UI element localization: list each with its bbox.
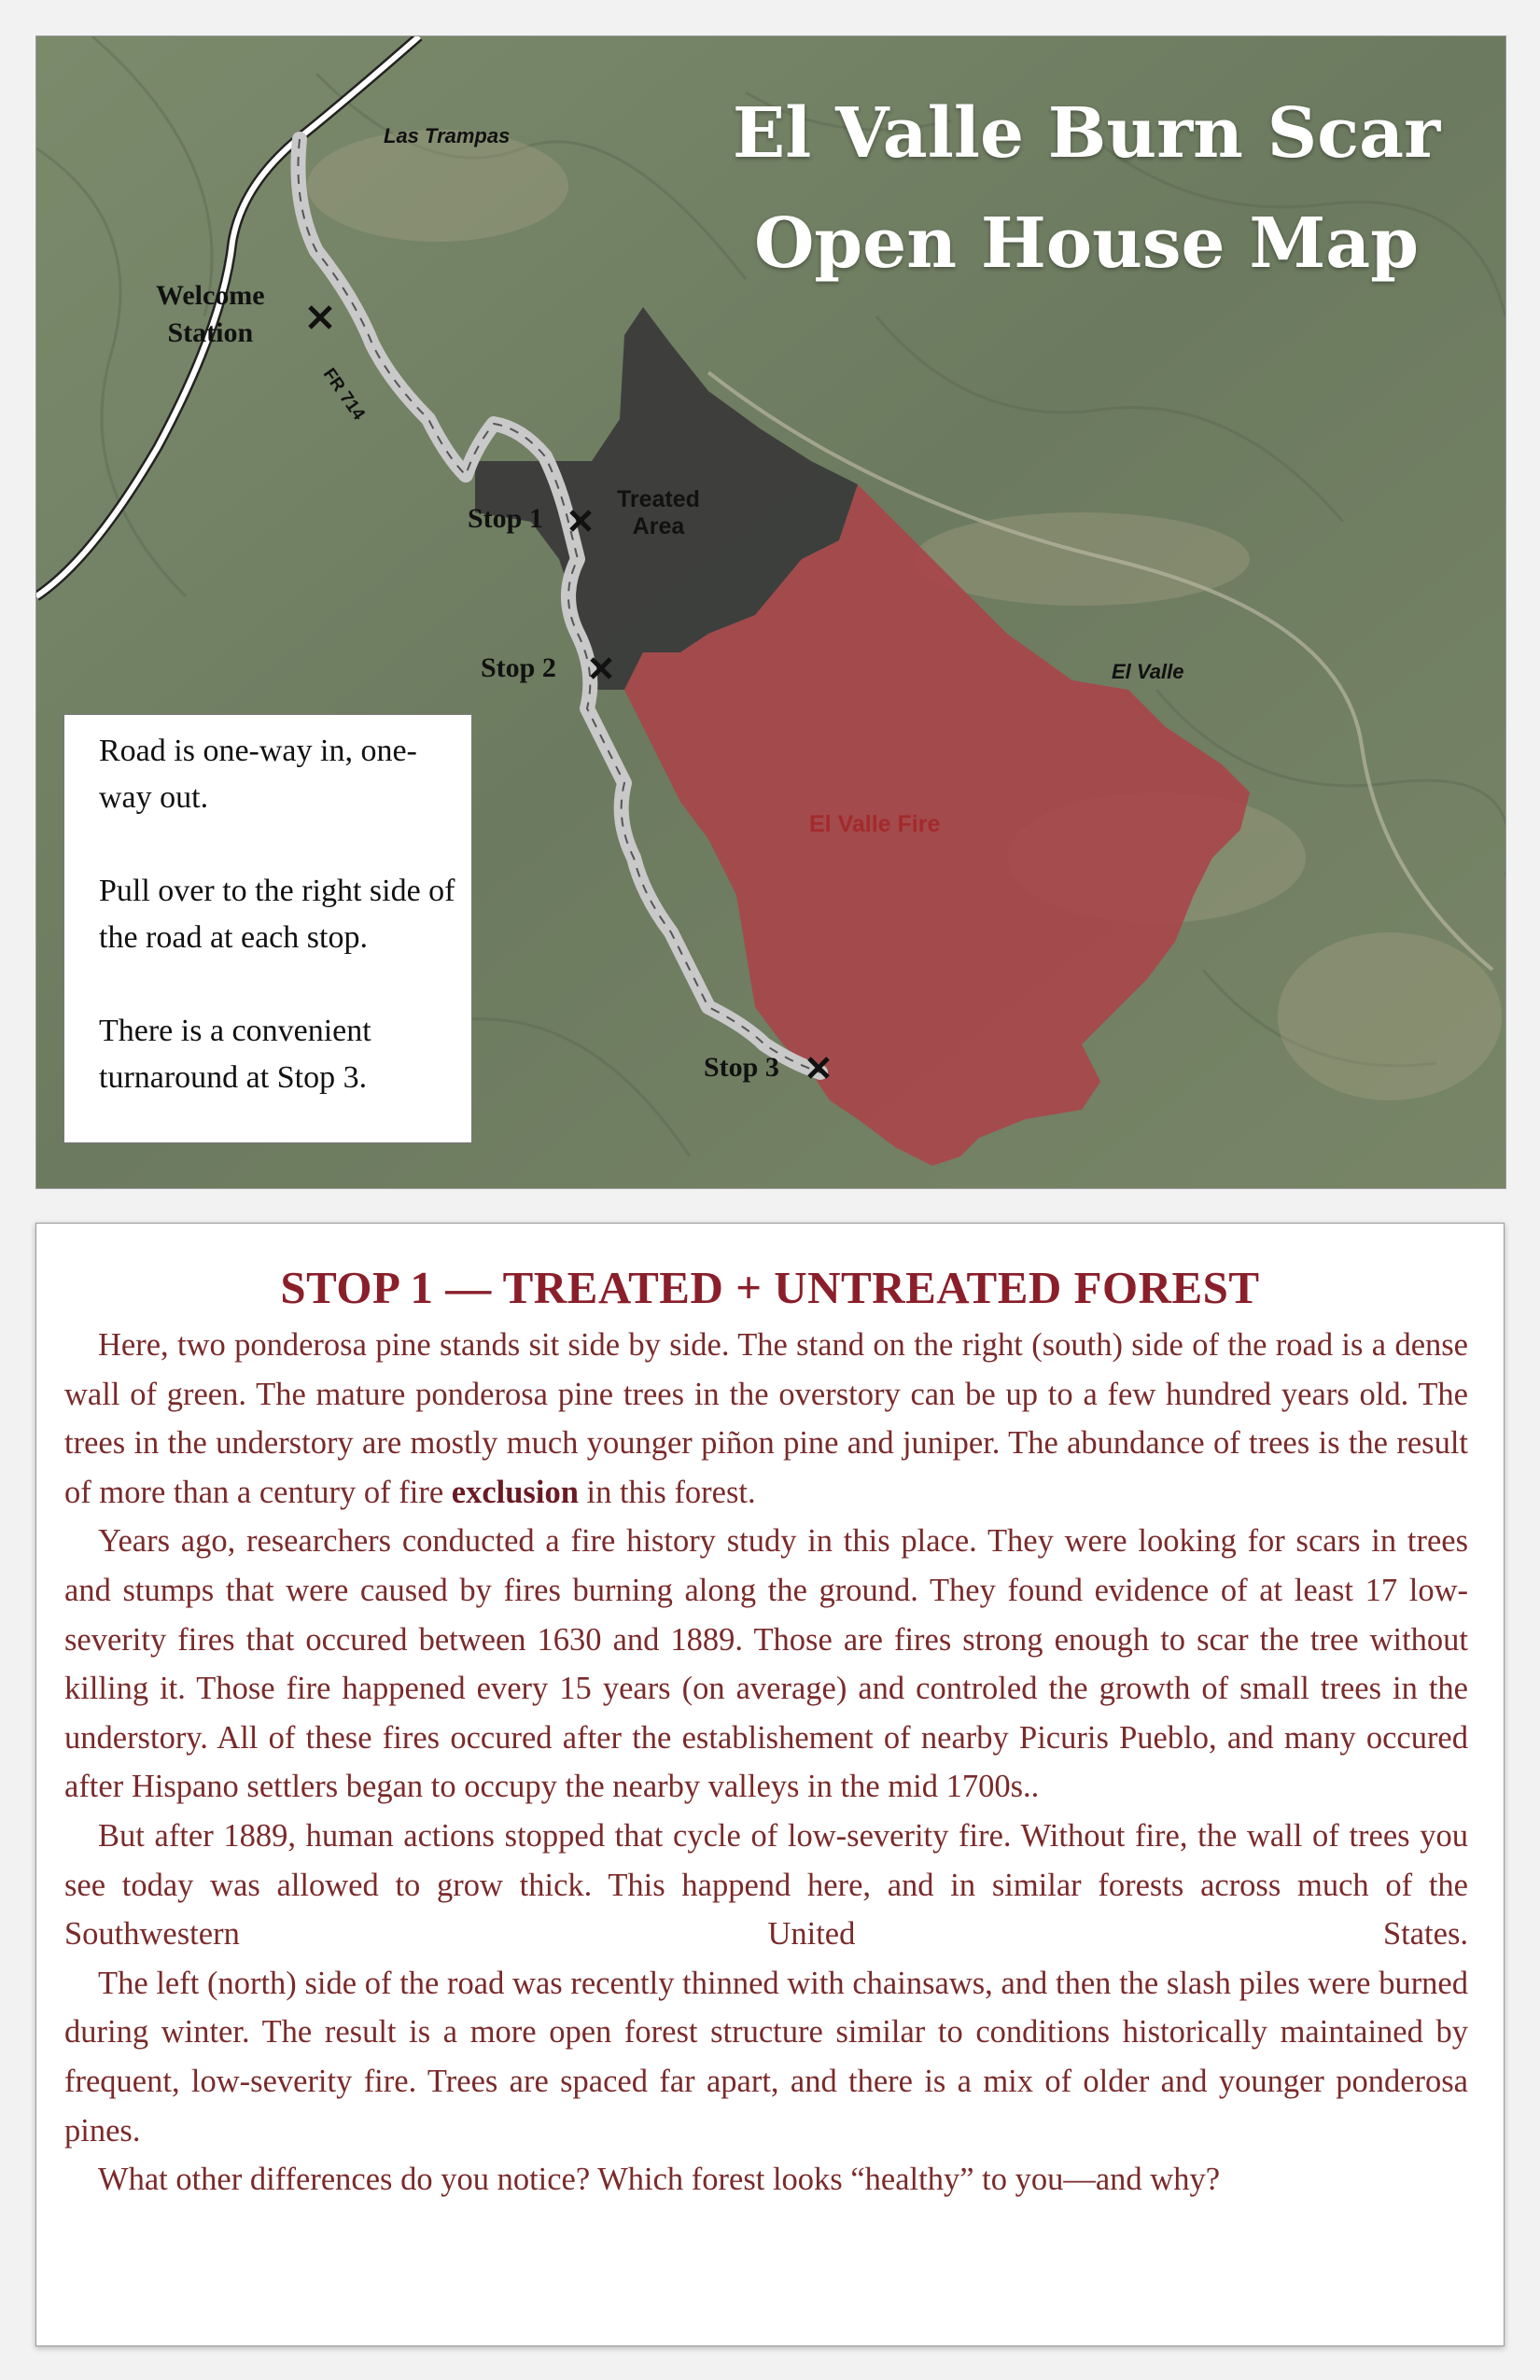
stop-1-panel [35, 1223, 1505, 2346]
p1-bold-word: exclusion [451, 1474, 579, 1510]
map-title-line1: El Valle Burn Scar [732, 93, 1441, 174]
p1-text-start: Here, two ponderosa pine stands sit side by side. The stand on the right (south) side of the road is a dense wall of green. The mature ponderosa pine trees in the overstory can be up to a few hundred years old. The trees in the understory are mostly much younger piñon pine and juniper. The abundance of trees is the result of more than a century of fire [64, 1327, 1468, 1510]
treated-area-label [617, 486, 700, 540]
paragraph-1 [64, 1321, 1468, 1517]
stop-1-label: Stop 1 [468, 503, 543, 534]
stop-2-label: Stop 2 [481, 652, 556, 683]
welcome-line2: Station [167, 317, 254, 348]
stop-1-body [64, 1321, 1468, 2205]
road-label: FR 714 [318, 365, 369, 425]
map-title [732, 78, 1441, 299]
paragraph-2: Years ago, researchers conducted a fire history study in this place. They were looking for scars in trees and stumps that were caused by fires burning along the ground. They found evidence of at least 17 low-severity fires that occured between 1630 and 1889. Those are fires strong enough to scar the tree without killing it. Those fire happened every 15 years (on average) and controled the growth of small trees in the understory. All of these fires occured after the establishement of nearby Picuris Pueblo, and many occured after Hispano settlers began to occupy the nearby valleys in the mid 1700s.. [64, 1523, 1468, 1805]
note-pull-over: Pull over to the right side of the road at each stop. [99, 874, 455, 955]
note-one-way: Road is one-way in, one-way out. [99, 734, 417, 815]
paragraph-5: What other differences do you notice? Which forest looks “healthy” to you—and why? [98, 2162, 1221, 2198]
welcome-station-label [156, 277, 265, 352]
road-notes [63, 714, 472, 1143]
place-el-valle: El Valle [1112, 660, 1184, 683]
paragraph-4: The left (north) side of the road was recently thinned with chainsaws, and then the slash piles were burned during winter. The result is a more open forest structure similar to conditions historically maintained by frequent, low-severity fire. Trees are spaced far apart, and there is a mix of older and younger ponderosa pines. [64, 1965, 1468, 2149]
treated-line2: Area [632, 513, 685, 539]
treated-line1: Treated [617, 486, 700, 512]
map [35, 35, 1506, 1189]
welcome-line1: Welcome [156, 280, 265, 311]
fire-label: El Valle Fire [809, 811, 941, 837]
note-turnaround: There is a convenient turnaround at Stop 3. [99, 1014, 371, 1095]
place-las-trampas: Las Trampas [384, 124, 511, 147]
p1-text-end: in this forest. [578, 1474, 756, 1510]
map-title-line2: Open House Map [753, 203, 1420, 284]
stop-1-heading: STOP 1 — TREATED + UNTREATED FOREST [280, 1262, 1260, 1313]
stop-3-label: Stop 3 [704, 1052, 779, 1083]
paragraph-3: But after 1889, human actions stopped that cycle of low-severity fire. Without fire, the wall of trees you see today was allowed to grow thick. This happend here, and in similar forests across much of the Southwestern United States. [64, 1817, 1468, 1953]
